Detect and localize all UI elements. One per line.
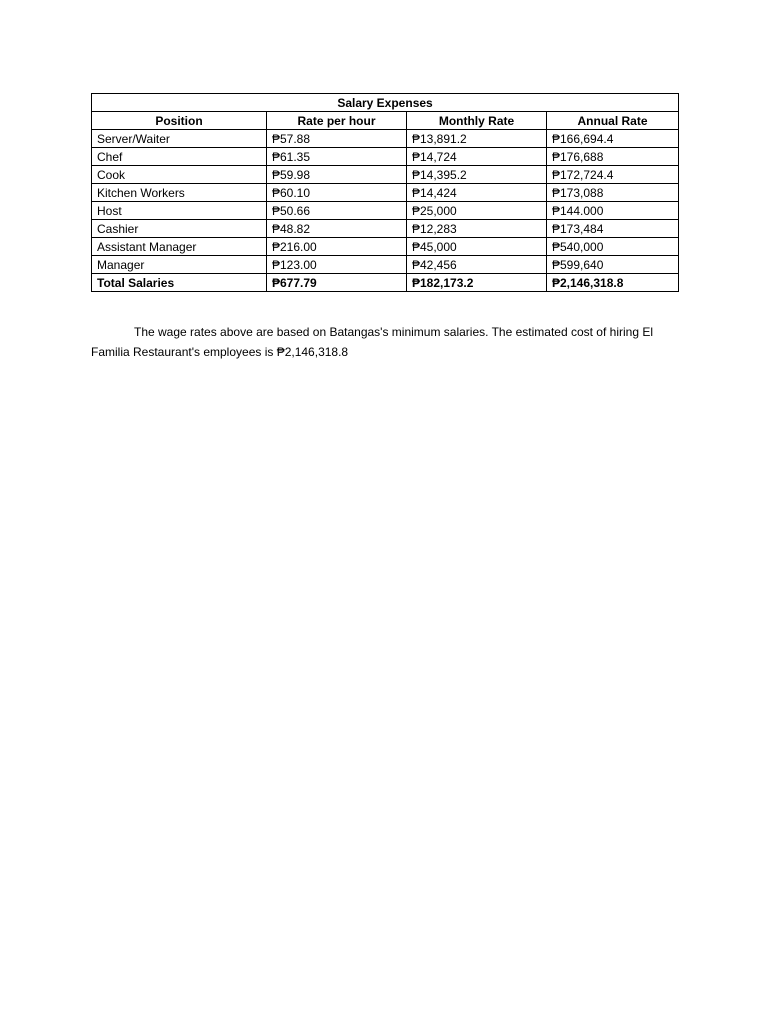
table-row <box>92 238 679 256</box>
table-row <box>92 130 679 148</box>
cell-monthly-rate: ₱14,724 <box>407 148 547 166</box>
cell-rate-per-hour: ₱48.82 <box>267 220 407 238</box>
total-rate-per-hour: ₱677.79 <box>267 274 407 292</box>
cell-rate-per-hour: ₱123.00 <box>267 256 407 274</box>
cell-rate-per-hour: ₱216.00 <box>267 238 407 256</box>
cell-position: Kitchen Workers <box>92 184 267 202</box>
cell-annual-rate: ₱599,640 <box>547 256 679 274</box>
table-row <box>92 256 679 274</box>
cell-monthly-rate: ₱14,424 <box>407 184 547 202</box>
cell-monthly-rate: ₱42,456 <box>407 256 547 274</box>
cell-monthly-rate: ₱25,000 <box>407 202 547 220</box>
total-monthly-rate: ₱182,173.2 <box>407 274 547 292</box>
cell-position: Cashier <box>92 220 267 238</box>
cell-monthly-rate: ₱12,283 <box>407 220 547 238</box>
cell-annual-rate: ₱144.000 <box>547 202 679 220</box>
cell-position: Host <box>92 202 267 220</box>
table-title: Salary Expenses <box>92 94 679 112</box>
table-row <box>92 202 679 220</box>
header-position: Position <box>92 112 267 130</box>
cell-annual-rate: ₱173,484 <box>547 220 679 238</box>
total-row <box>92 274 679 292</box>
header-annual-rate: Annual Rate <box>547 112 679 130</box>
cell-rate-per-hour: ₱59.98 <box>267 166 407 184</box>
cell-rate-per-hour: ₱57.88 <box>267 130 407 148</box>
salary-expenses-table <box>91 93 679 292</box>
cell-position: Server/Waiter <box>92 130 267 148</box>
table-row <box>92 220 679 238</box>
header-monthly-rate: Monthly Rate <box>407 112 547 130</box>
total-label: Total Salaries <box>92 274 267 292</box>
table-header-row <box>92 112 679 130</box>
cell-annual-rate: ₱176,688 <box>547 148 679 166</box>
cell-rate-per-hour: ₱50.66 <box>267 202 407 220</box>
cell-annual-rate: ₱172,724.4 <box>547 166 679 184</box>
total-annual-rate: ₱2,146,318.8 <box>547 274 679 292</box>
summary-paragraph: The wage rates above are based on Batangas's minimum salaries. The estimated cost of hiring El Familia Restaurant's employees is ₱2,146,318.8 <box>91 325 654 359</box>
header-rate-per-hour: Rate per hour <box>267 112 407 130</box>
table-title-row <box>92 94 679 112</box>
cell-annual-rate: ₱166,694.4 <box>547 130 679 148</box>
cell-monthly-rate: ₱13,891.2 <box>407 130 547 148</box>
cell-monthly-rate: ₱45,000 <box>407 238 547 256</box>
cell-position: Cook <box>92 166 267 184</box>
table-row <box>92 148 679 166</box>
cell-rate-per-hour: ₱60.10 <box>267 184 407 202</box>
cell-position: Assistant Manager <box>92 238 267 256</box>
cell-position: Chef <box>92 148 267 166</box>
cell-monthly-rate: ₱14,395.2 <box>407 166 547 184</box>
cell-annual-rate: ₱540,000 <box>547 238 679 256</box>
table-row <box>92 166 679 184</box>
cell-annual-rate: ₱173,088 <box>547 184 679 202</box>
table-row <box>92 184 679 202</box>
cell-rate-per-hour: ₱61.35 <box>267 148 407 166</box>
cell-position: Manager <box>92 256 267 274</box>
